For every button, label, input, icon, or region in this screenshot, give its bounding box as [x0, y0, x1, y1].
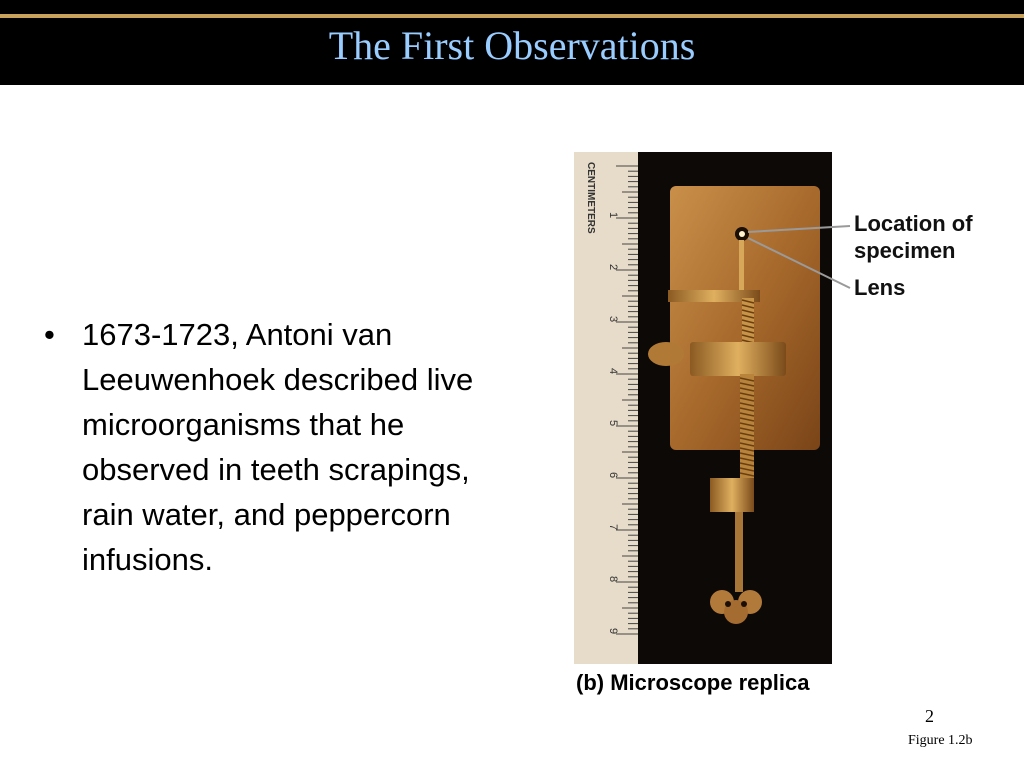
handle-hole	[725, 601, 731, 607]
bottom-bracket	[710, 478, 754, 512]
specimen-pin	[739, 240, 744, 292]
callout-lens: Lens	[854, 275, 906, 300]
ruler-number: 2	[607, 264, 619, 271]
thumbscrew	[648, 342, 684, 366]
microscope-figure	[570, 148, 990, 708]
ruler-label: CENTIMETERS	[585, 162, 596, 234]
ruler-number: 7	[607, 524, 619, 531]
ruler-number: 3	[607, 316, 619, 323]
handle-rod	[735, 512, 743, 592]
ruler-number: 1	[607, 212, 619, 219]
ruler-number: 8	[607, 576, 619, 583]
title-rule	[0, 14, 1024, 18]
ruler-number: 5	[607, 420, 619, 427]
ruler-number: 9	[607, 628, 619, 635]
ruler-number: 6	[607, 472, 619, 479]
title-bar	[0, 0, 1024, 85]
page-number: 2	[925, 706, 934, 726]
callout-location-line1: Location of	[854, 211, 973, 236]
callout-location	[854, 210, 973, 264]
figure-reference: Figure 1.2b	[908, 733, 973, 748]
handle-hole	[741, 601, 747, 607]
slide-title: The First Observations	[328, 23, 696, 68]
ruler-number: 4	[607, 368, 619, 375]
stage-block	[690, 342, 786, 376]
bullet-item	[44, 312, 484, 582]
specimen-point	[739, 231, 745, 237]
callout-location-line2: specimen	[854, 238, 956, 263]
figure-caption: (b) Microscope replica	[576, 670, 810, 695]
bullet-marker: •	[44, 317, 55, 352]
bullet-text: 1673-1723, Antoni van Leeuwenhoek described live microorganisms that he observed in teeth scrapings, rain water, and peppercorn infusions.	[82, 317, 474, 577]
